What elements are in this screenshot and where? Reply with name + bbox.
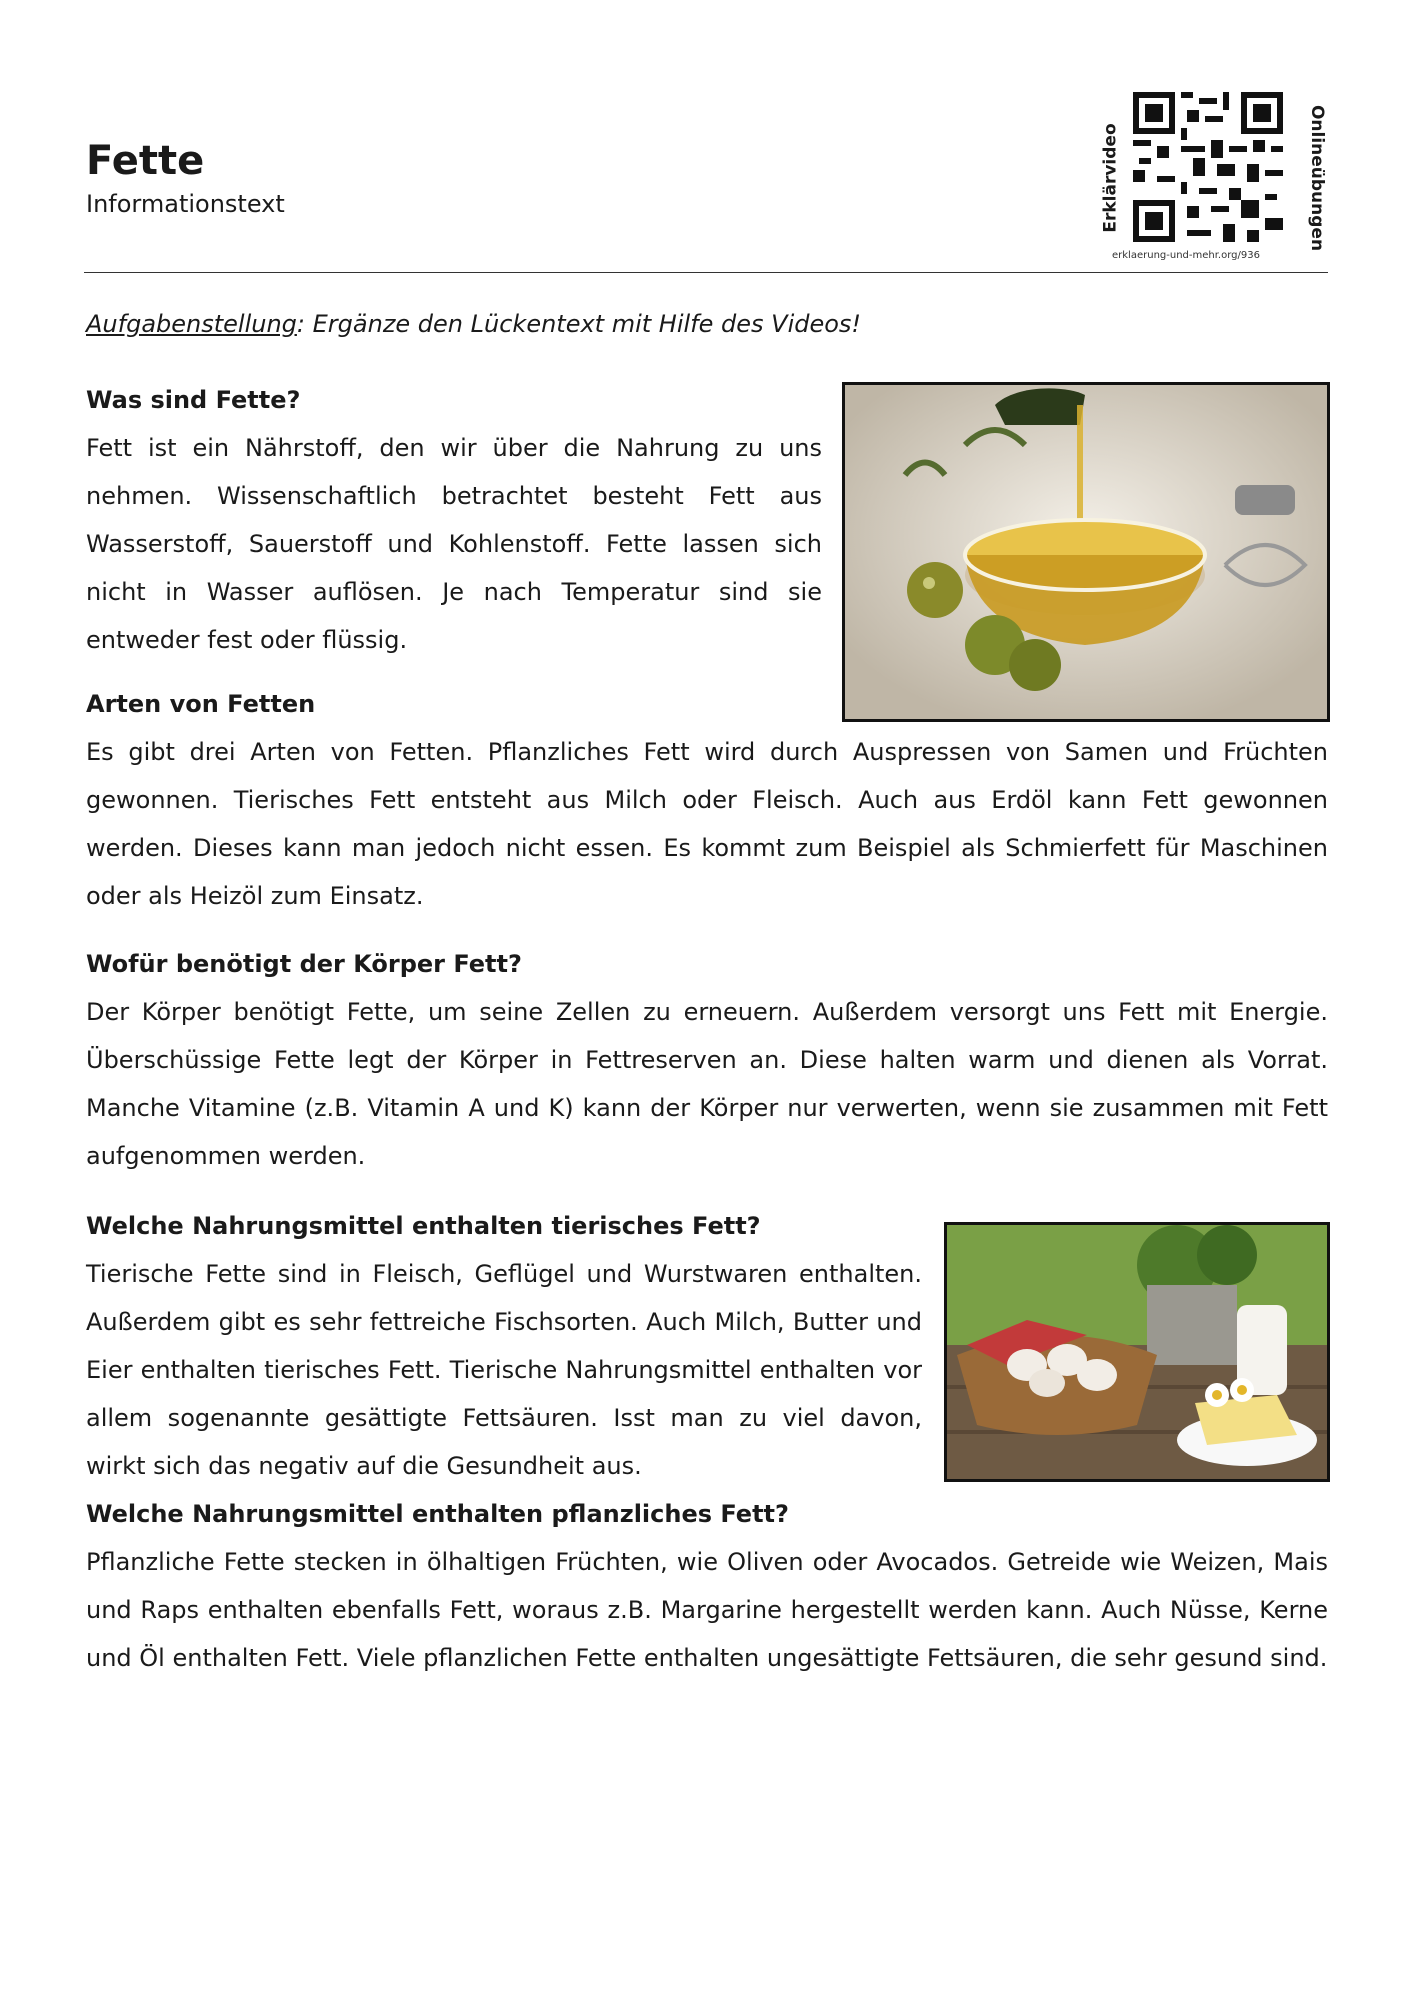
qr-left-label: Erklärvideo [1100,123,1121,233]
dairy-eggs-photo [944,1222,1330,1482]
section-arten-von-fetten [86,680,1328,920]
task-colon: : [296,310,305,338]
section-text: Tierische Fette sind in Fleisch, Geflügel und Wurstwaren enthalten. Außerdem gibt es sehr fettreiche Fischsorten. Auch Milch, Butter und Eier enthalten tierisches Fett. Tierische Nahrungsmittel enthalten vor allem sogenannte gesättigte Fettsäuren. Isst man zu viel davon, wirkt sich das negativ auf die Gesundheit aus. [86,1260,922,1480]
qr-url[interactable]: erklaerung-und-mehr.org/936 [1112,250,1260,261]
section-text: Fett ist ein Nährstoff, den wir über die Nahrung zu uns nehmen. Wissenschaftlich betrachtet besteht Fett aus Wasserstoff, Sauerstoff und Kohlenstoff. Fette lassen sich nicht in Wasser auflösen. Je nach Temperatur sind sie entweder fest oder flüssig. [86,434,822,654]
section-heading: Arten von Fetten [86,690,316,718]
section-tierisches-fett [86,1202,922,1490]
section-heading: Welche Nahrungsmittel enthalten tierisches Fett? [86,1212,761,1240]
section-text: Pflanzliche Fette stecken in ölhaltigen Früchten, wie Oliven oder Avocados. Getreide wie Weizen, Mais und Raps enthalten ebenfalls Fett, woraus z.B. Margarine hergestellt werden kann. Auch Nüsse, Kerne und Öl enthalten Fett. Viele pflanzlichen Fette enthalten ungesättigte Fettsäuren, die sehr gesund sind. [86,1548,1328,1672]
task-instruction [86,310,861,338]
section-wofuer-benoetigt [86,940,1328,1180]
qr-right-label: Onlineübungen [1307,104,1328,252]
olive-oil-photo [842,382,1330,722]
section-was-sind-fette [86,376,822,664]
header-divider [84,272,1328,273]
section-heading: Wofür benötigt der Körper Fett? [86,950,522,978]
task-label: Aufgabenstellung [86,310,297,338]
page-subtitle: Informationstext [86,190,285,218]
section-text: Es gibt drei Arten von Fetten. Pflanzliches Fett wird durch Auspressen von Samen und Früchten gewonnen. Tierisches Fett entsteht aus Milch oder Fleisch. Auch aus Erdöl kann Fett gewonnen werden. Dieses kann man jedoch nicht essen. Es kommt zum Beispiel als Schmierfett für Maschinen oder als Heizöl zum Einsatz. [86,738,1328,910]
qr-code-icon[interactable] [1128,92,1288,242]
page-title: Fette [86,138,205,184]
section-heading: Welche Nahrungsmittel enthalten pflanzliches Fett? [86,1500,789,1528]
section-pflanzliches-fett [86,1490,1328,1682]
section-heading: Was sind Fette? [86,386,301,414]
task-text: Ergänze den Lückentext mit Hilfe des Videos! [305,310,862,338]
section-text: Der Körper benötigt Fette, um seine Zellen zu erneuern. Außerdem versorgt uns Fett mit Energie. Überschüssige Fette legt der Körper in Fettreserven an. Diese halten warm und dienen als Vorrat. Manche Vitamine (z.B. Vitamin A und K) kann der Körper nur verwerten, wenn sie zusammen mit Fett aufgenommen werden. [86,998,1328,1170]
